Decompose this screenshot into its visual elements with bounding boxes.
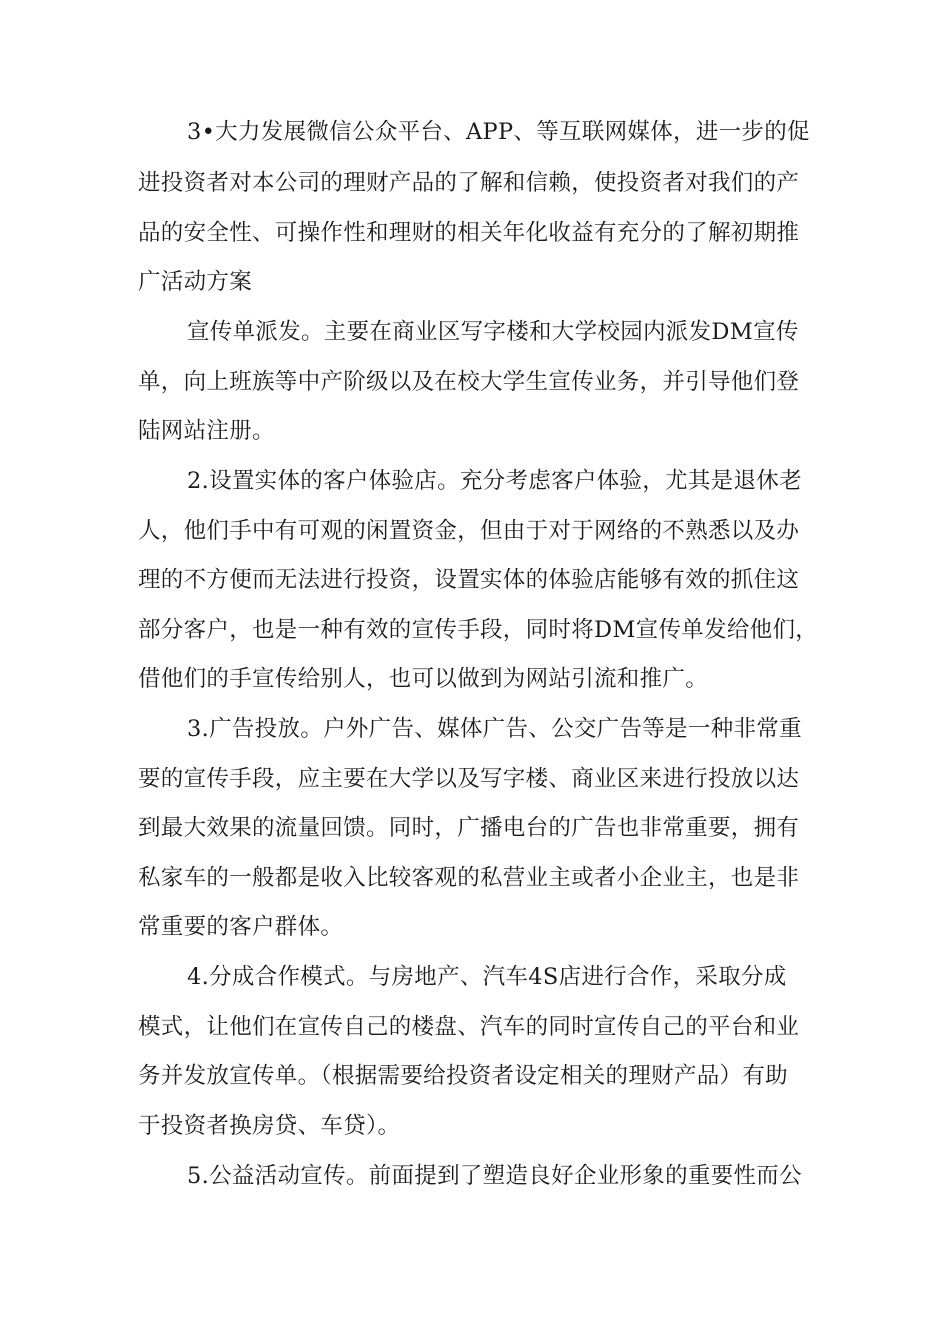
text-line: 4.分成合作模式。与房地产、汽车4S店进行合作，采取分成 (187, 964, 787, 990)
text-line: 宣传单派发。主要在商业区写字楼和大学校园内派发DM宣传 (187, 319, 799, 345)
text-line: 进投资者对本公司的理财产品的了解和信赖，使投资者对我们的产 (138, 170, 800, 196)
text-line: 部分客户，也是一种有效的宣传手段，同时将DM宣传单发给他们， (138, 617, 819, 643)
text-line: 模式，让他们在宣传自己的楼盘、汽车的同时宣传自己的平台和业 (138, 1014, 800, 1040)
text-line: 理的不方便而无法进行投资，设置实体的体验店能够有效的抓住这 (138, 567, 800, 593)
text-line: 3.广告投放。户外广告、媒体广告、公交广告等是一种非常重 (187, 716, 802, 742)
text-line: 陆网站注册。 (138, 418, 275, 444)
text-line: 单，向上班族等中产阶级以及在校大学生宣传业务，并引导他们登 (138, 369, 800, 395)
text-line: 借他们的手宣传给别人，也可以做到为网站引流和推广。 (138, 666, 709, 692)
text-line: 务并发放宣传单。（根据需要给投资者设定相关的理财产品）有助 (138, 1063, 788, 1089)
text-line: 5.公益活动宣传。前面提到了塑造良好企业形象的重要性而公 (187, 1163, 802, 1189)
text-line: 3•大力发展微信公众平台、APP、等互联网媒体，进一步的促 (187, 119, 810, 145)
text-line: 常重要的客户群体。 (138, 914, 344, 940)
text-line: 私家车的一般都是收入比较客观的私营业主或者小企业主，也是非 (138, 865, 800, 891)
text-line: 广活动方案 (138, 269, 253, 295)
text-line: 品的安全性、可操作性和理财的相关年化收益有充分的了解初期推 (138, 220, 800, 246)
text-line: 2.设置实体的客户体验店。充分考虑客户体验，尤其是退休老 (187, 468, 802, 494)
text-line: 于投资者换房贷、车贷）。 (138, 1113, 401, 1139)
text-line: 人，他们手中有可观的闲置资金，但由于对于网络的不熟悉以及办 (138, 518, 800, 544)
text-line: 要的宣传手段，应主要在大学以及写字楼、商业区来进行投放以达 (138, 766, 800, 792)
text-line: 到最大效果的流量回馈。同时，广播电台的广告也非常重要，拥有 (138, 815, 800, 841)
